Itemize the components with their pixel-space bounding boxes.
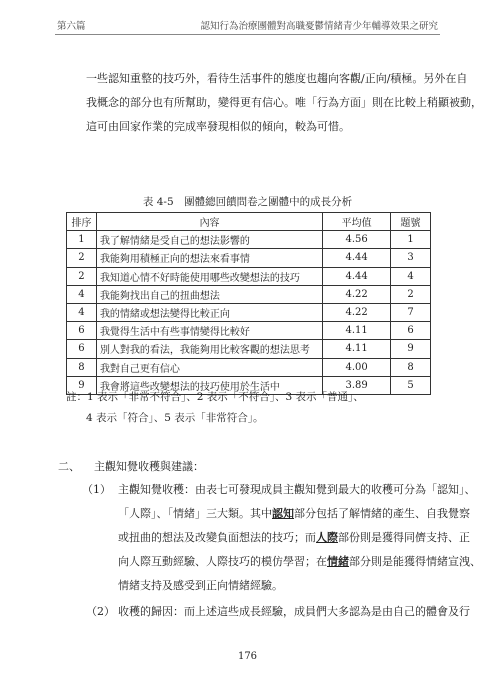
table-row xyxy=(67,358,431,376)
cell-content: 我對自己更有信心 xyxy=(96,358,322,376)
cell-content: 我的情緒或想法變得比較正向 xyxy=(96,303,322,321)
intro-line-3: 這可由回家作業的完成率發現相似的傾向，較為可惜。 xyxy=(86,120,350,133)
growth-analysis-table xyxy=(66,212,431,395)
intro-line-1: 一些認知重整的技巧外，看待生活事件的態度也趨向客觀/正向/積極。另外在自 xyxy=(86,72,468,85)
cell-mean: 3.89 xyxy=(323,376,391,394)
cell-content: 我了解情緒是受自己的想法影響的 xyxy=(96,231,322,249)
item1-line-2: 「人際」、「情緒」三大類。其中認知部分包括了解情緒的產生、自我覺察 xyxy=(118,507,470,520)
table-row xyxy=(67,285,431,303)
item1-label: （1） xyxy=(82,483,111,496)
cell-mean: 4.44 xyxy=(323,267,391,285)
cell-mean: 4.00 xyxy=(323,358,391,376)
cell-rank: 6 xyxy=(67,322,97,340)
cell-item: 4 xyxy=(391,267,431,285)
header-title: 認知行為治療團體對高職憂鬱情緒青少年輔導效果之研究 xyxy=(200,21,438,32)
section-number: 二、 xyxy=(58,460,80,473)
table-row xyxy=(67,303,431,321)
table-row xyxy=(67,231,431,249)
cell-rank: 9 xyxy=(67,376,97,394)
cell-rank: 2 xyxy=(67,267,97,285)
header-chapter: 第六篇 xyxy=(57,21,86,32)
cell-content: 我能夠用積極正向的想法來看事情 xyxy=(96,249,322,267)
table-row xyxy=(67,267,431,285)
cell-rank: 1 xyxy=(67,231,97,249)
item1-line-1: 主觀知覺收穫：由表七可發現成員主觀知覺到最大的收穫可分為「認知」、 xyxy=(118,483,476,496)
cell-mean: 4.56 xyxy=(323,231,391,249)
keyword-emotion: 情緒 xyxy=(327,555,349,568)
section-heading xyxy=(58,458,204,474)
item1-line-3: 或扭曲的想法及改變負面想法的技巧；而人際部份則是獲得同儕支持、正 xyxy=(118,531,470,544)
cell-item: 6 xyxy=(391,322,431,340)
item2-label: （2） xyxy=(86,605,115,618)
cell-item: 1 xyxy=(391,231,431,249)
item2-line-1: 收穫的歸因：而上述這些成長經驗，成員們大多認為是由自己的體會及行 xyxy=(118,605,470,618)
table-note-line-1: 註：1 表示「非常不符合」、2 表示「不符合」、3 表示「普通」、 xyxy=(66,391,364,403)
cell-rank: 2 xyxy=(67,249,97,267)
cell-rank: 8 xyxy=(67,358,97,376)
cell-content: 我覺得生活中有些事情變得比較好 xyxy=(96,322,322,340)
cell-item: 2 xyxy=(391,285,431,303)
col-header-mean: 平均值 xyxy=(323,213,391,231)
cell-mean: 4.44 xyxy=(323,249,391,267)
table-caption: 表 4-5 團體總回饋問卷之團體中的成長分析 xyxy=(142,196,353,208)
col-header-content: 內容 xyxy=(96,213,322,231)
page-number: 176 xyxy=(237,651,258,662)
table-note-line-2: 4 表示「符合」、5 表示「非常符合」。 xyxy=(86,412,264,424)
cell-item: 5 xyxy=(391,376,431,394)
cell-item: 3 xyxy=(391,249,431,267)
table-row xyxy=(67,340,431,358)
cell-item: 9 xyxy=(391,340,431,358)
cell-rank: 4 xyxy=(67,303,97,321)
col-header-rank: 排序 xyxy=(67,213,97,231)
cell-mean: 4.11 xyxy=(323,340,391,358)
cell-mean: 4.22 xyxy=(323,285,391,303)
cell-rank: 4 xyxy=(67,285,97,303)
item1-line-5: 情緒支持及感受到正向情緒經驗。 xyxy=(118,579,283,592)
cell-item: 7 xyxy=(391,303,431,321)
table-row xyxy=(67,322,431,340)
item1-line-4: 向人際互動經驗、人際技巧的模仿學習；在情緒部分則是能獲得情緒宣洩、 xyxy=(118,555,481,568)
keyword-cognition: 認知 xyxy=(272,507,294,520)
table-header-row xyxy=(67,213,431,231)
cell-item: 8 xyxy=(391,358,431,376)
cell-mean: 4.22 xyxy=(323,303,391,321)
cell-rank: 6 xyxy=(67,340,97,358)
section-title: 主觀知覺收穫與建議： xyxy=(94,460,204,473)
header-divider xyxy=(55,34,440,35)
cell-content: 我能夠找出自己的扭曲想法 xyxy=(96,285,322,303)
table-row xyxy=(67,249,431,267)
cell-content: 我會將這些改變想法的技巧使用於生活中 xyxy=(96,376,322,394)
col-header-item: 題號 xyxy=(391,213,431,231)
cell-content: 我知道心情不好時能使用哪些改變想法的技巧 xyxy=(96,267,322,285)
cell-mean: 4.11 xyxy=(323,322,391,340)
intro-line-2: 我概念的部分也有所幫助，變得更有信心。唯「行為方面」則在比較上稍顯被動， xyxy=(86,96,482,109)
cell-content: 別人對我的看法，我能夠用比較客觀的想法思考 xyxy=(96,340,322,358)
keyword-interpersonal: 人際 xyxy=(316,531,338,544)
